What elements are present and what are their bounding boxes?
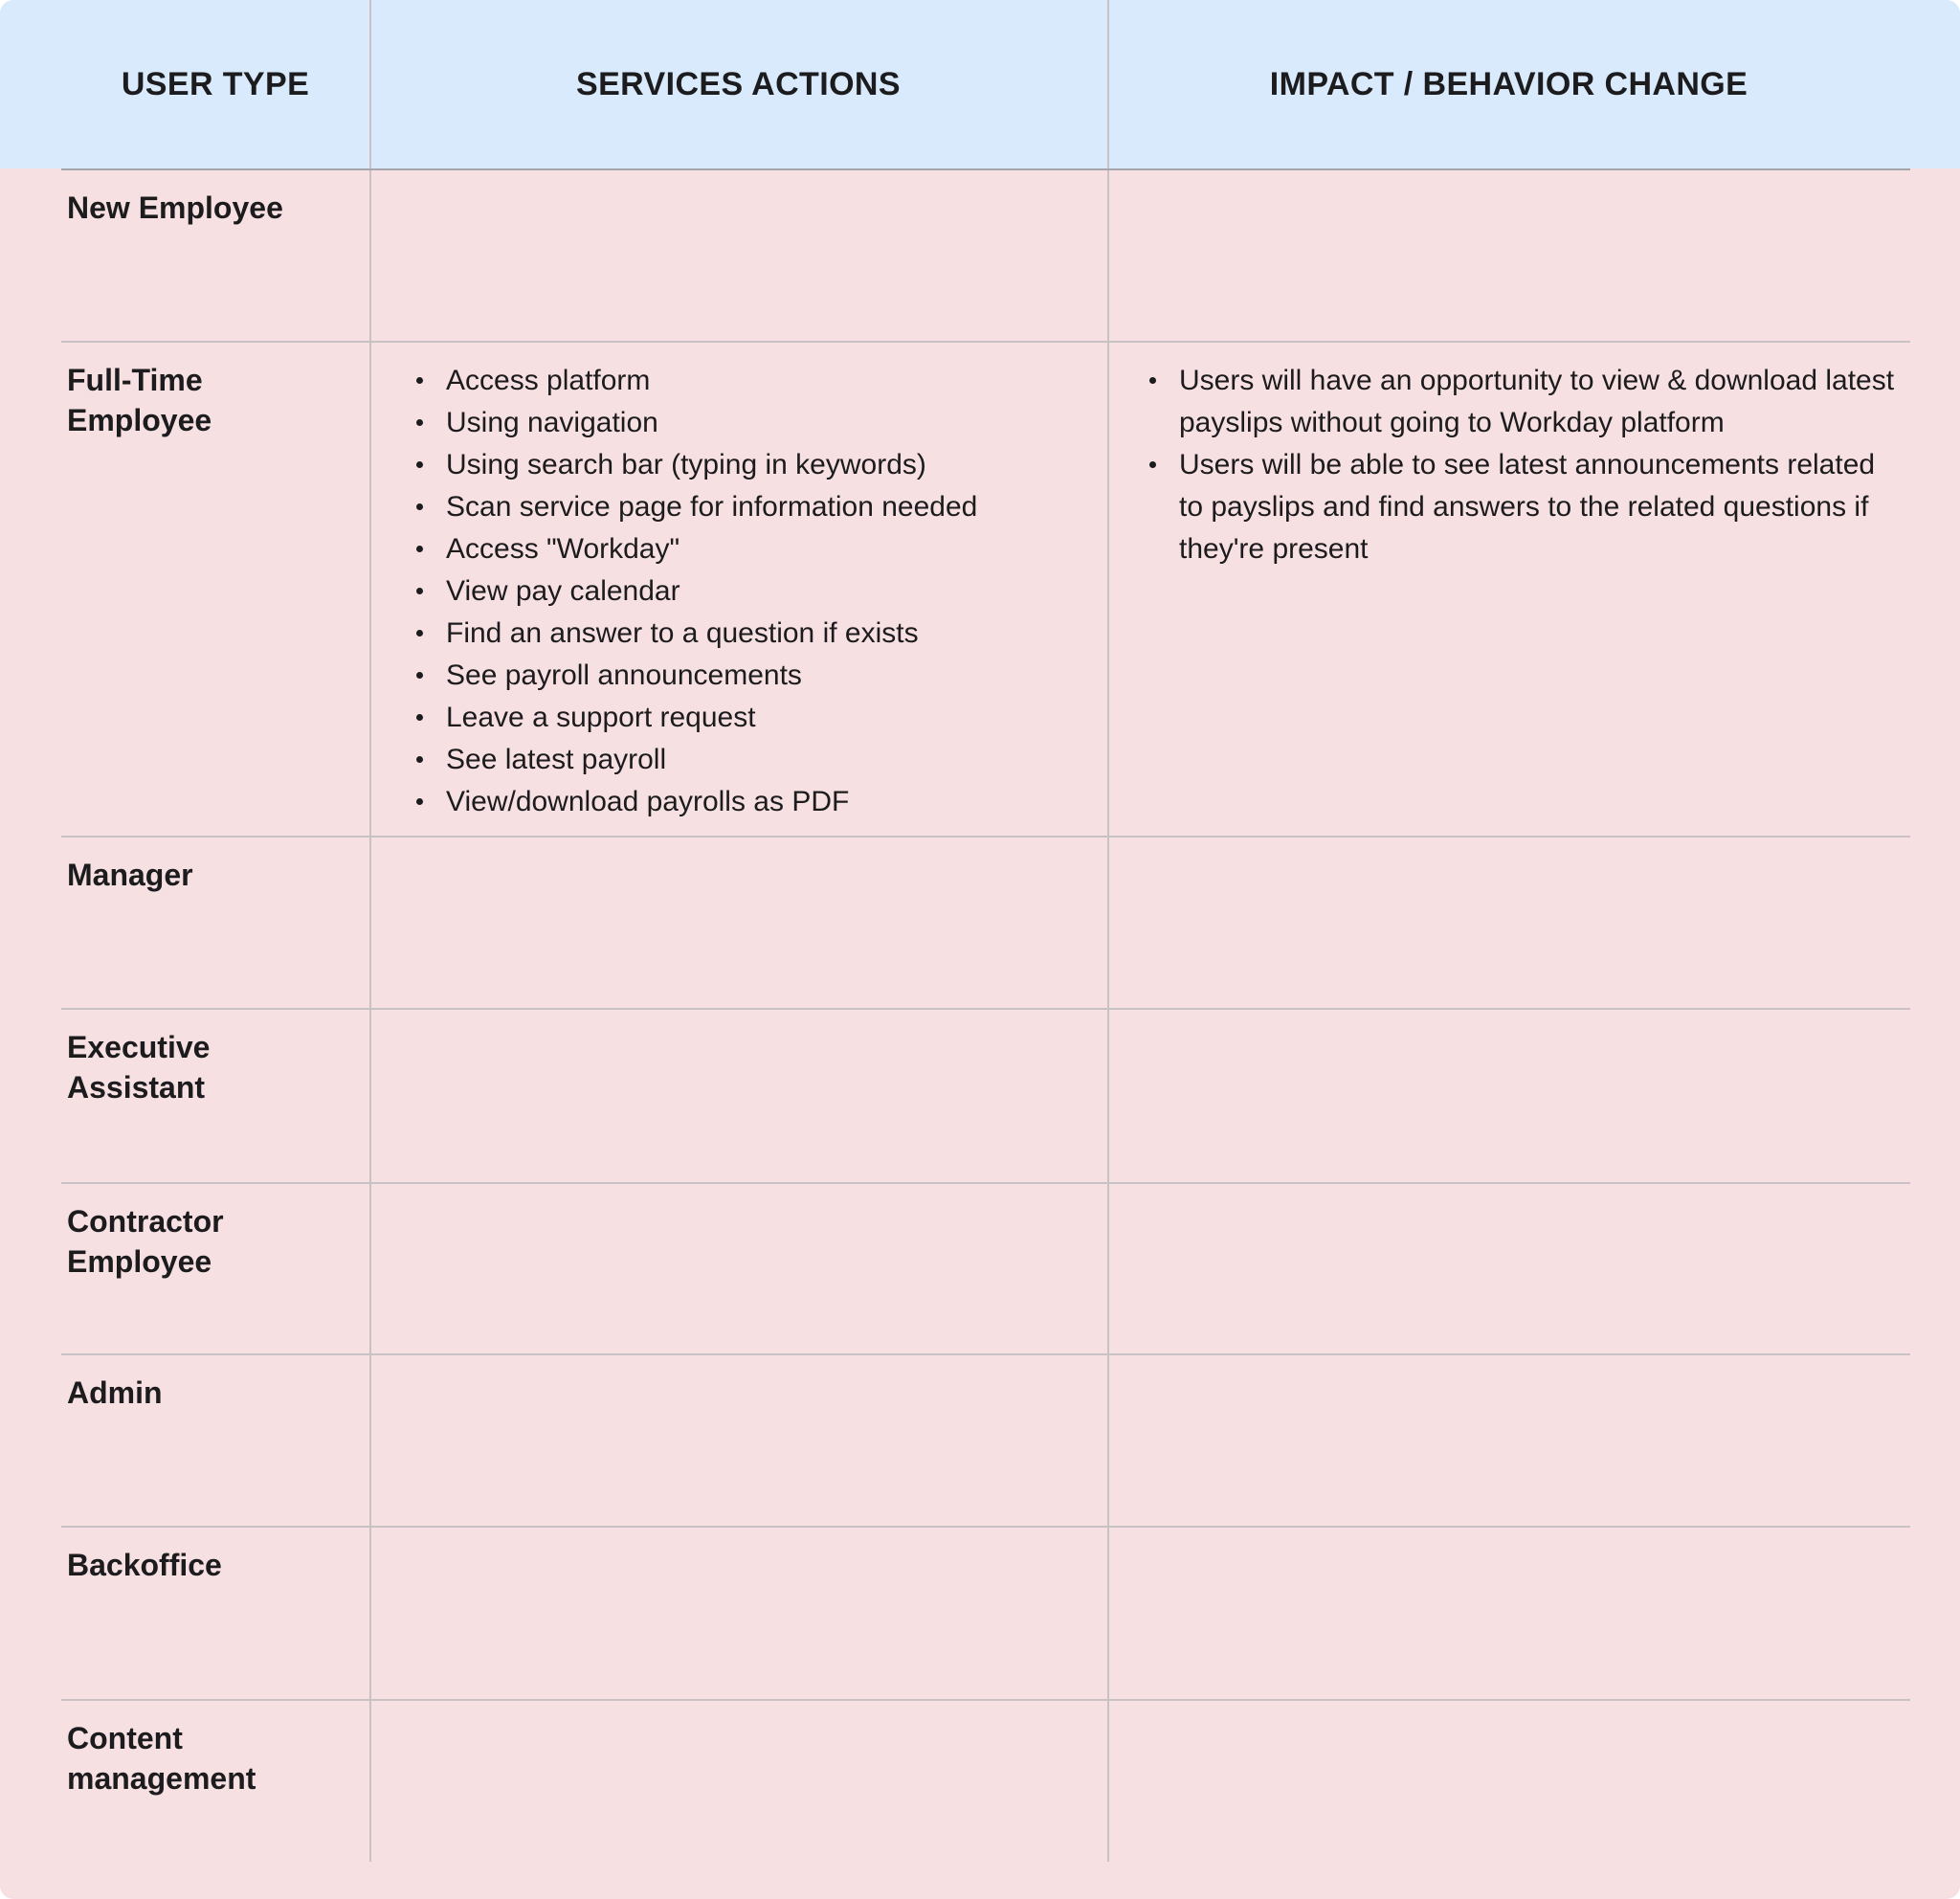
list-item: Users will have an opportunity to view & download latest payslips without going to Workday platform <box>1147 360 1905 444</box>
table-row <box>0 1008 1960 1182</box>
table-row <box>0 836 1960 1008</box>
table-row <box>0 341 1960 836</box>
list-item: Access platform <box>414 360 1084 402</box>
list-item: Access "Workday" <box>414 528 1084 570</box>
row-label-user-type: Backoffice <box>67 1548 222 1582</box>
list-item: View pay calendar <box>414 570 1084 613</box>
table-row <box>0 1526 1960 1699</box>
column-header-impact-behavior-change: IMPACT / BEHAVIOR CHANGE <box>1269 65 1748 102</box>
services-actions-list <box>414 360 1084 823</box>
row-label-user-type: Contractor Employee <box>67 1204 224 1279</box>
column-header-user-type: USER TYPE <box>121 65 310 102</box>
impact-behavior-change-list <box>1147 360 1905 570</box>
table-row <box>0 1353 1960 1526</box>
row-label-user-type: New Employee <box>67 190 283 225</box>
table-row <box>0 168 1960 341</box>
list-item: Leave a support request <box>414 697 1084 739</box>
table-row <box>0 1182 1960 1353</box>
list-item: Scan service page for information needed <box>414 486 1084 528</box>
row-label-user-type: Full-Time Employee <box>67 363 212 437</box>
list-item: View/download payrolls as PDF <box>414 781 1084 823</box>
list-item: See payroll announcements <box>414 655 1084 697</box>
column-header-services-actions: SERVICES ACTIONS <box>576 65 901 102</box>
table-row <box>0 1699 1960 1899</box>
list-item: Using search bar (typing in keywords) <box>414 444 1084 486</box>
row-label-user-type: Executive Assistant <box>67 1030 211 1105</box>
row-label-user-type: Content management <box>67 1721 256 1796</box>
row-label-user-type: Manager <box>67 858 193 892</box>
list-item: Using navigation <box>414 402 1084 444</box>
list-item: Find an answer to a question if exists <box>414 613 1084 655</box>
row-label-user-type: Admin <box>67 1375 163 1410</box>
list-item: Users will be able to see latest announcements related to payslips and find answers to the related questions if they're present <box>1147 444 1905 570</box>
list-item: See latest payroll <box>414 739 1084 781</box>
